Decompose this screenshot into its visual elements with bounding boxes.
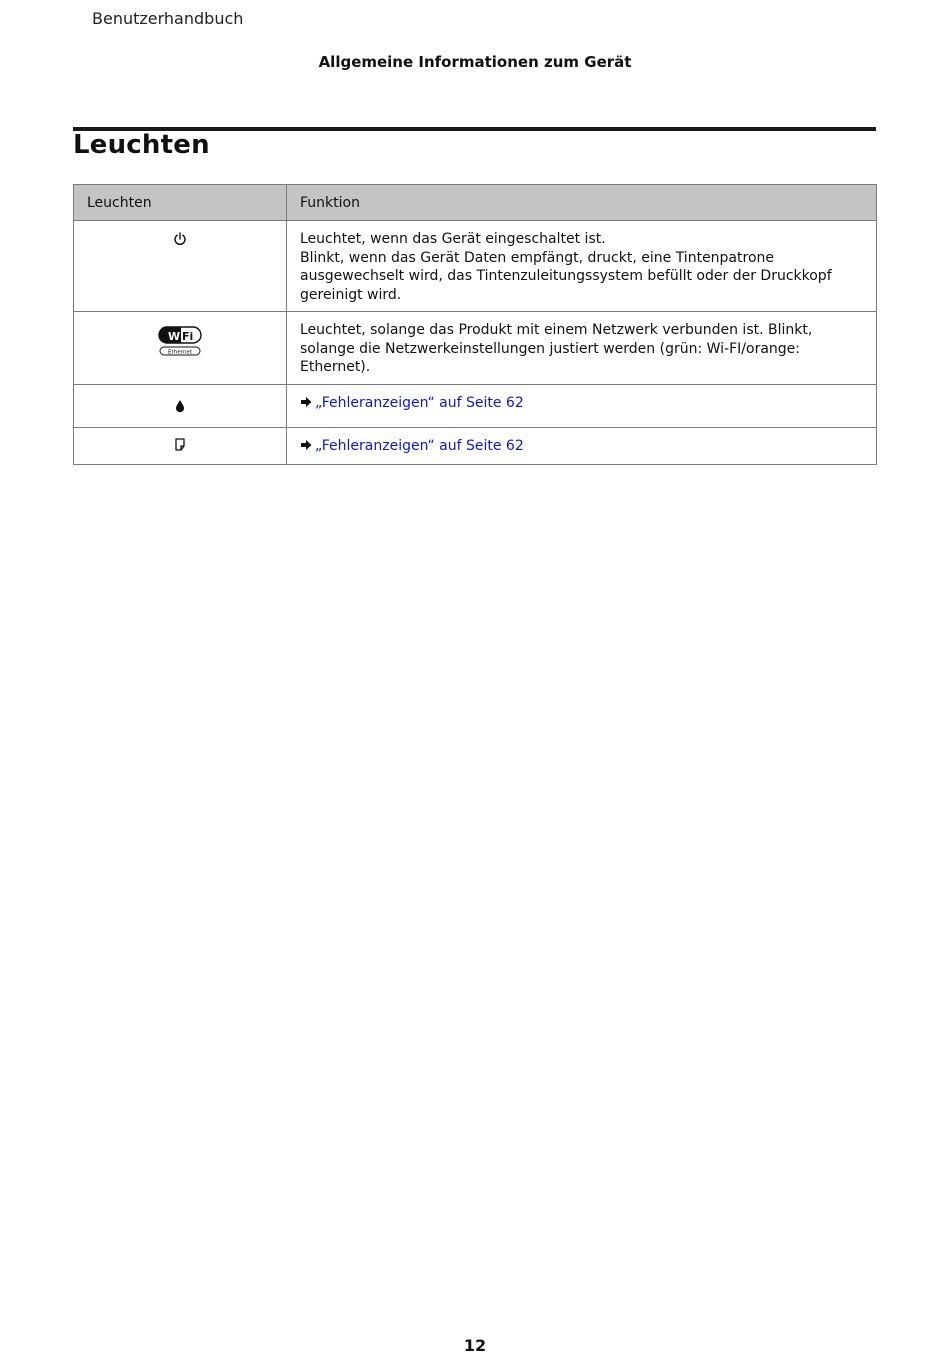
function-text: Leuchtet, solange das Produkt mit einem Netzwerk verbunden ist. Blinkt, solange die Netzwerkeinstellungen justiert werden (grün: Wi-FI/orange: Ethernet). bbox=[300, 322, 813, 375]
power-icon bbox=[173, 232, 187, 250]
ink-drop-icon bbox=[175, 399, 185, 417]
wifi-icon-label-fi: Fi bbox=[182, 330, 194, 343]
light-function-cell bbox=[287, 312, 877, 385]
lights-table bbox=[73, 184, 877, 465]
column-header-function: Funktion bbox=[287, 185, 877, 221]
cross-reference-link[interactable]: „Fehleranzeigen“ auf Seite 62 bbox=[315, 394, 524, 411]
light-icon-cell bbox=[74, 427, 287, 464]
cross-reference-link[interactable]: „Fehleranzeigen“ auf Seite 62 bbox=[315, 437, 524, 454]
wifi-ethernet-icon bbox=[158, 326, 202, 360]
running-header: Benutzerhandbuch bbox=[92, 9, 244, 28]
table-row bbox=[74, 427, 877, 464]
page-number: 12 bbox=[463, 1336, 487, 1355]
light-function-cell bbox=[287, 221, 877, 312]
column-header-lights: Leuchten bbox=[74, 185, 287, 221]
light-icon-cell bbox=[74, 312, 287, 385]
arrow-right-icon bbox=[300, 395, 312, 414]
table-row bbox=[74, 221, 877, 312]
function-text-line: Blinkt, wenn das Gerät Daten empfängt, druckt, eine Tintenpatrone ausgewechselt wird, das Tintenzuleitungssystem befüllt oder der Druckkopf gereinigt wird. bbox=[300, 249, 832, 303]
light-icon-cell bbox=[74, 384, 287, 427]
table-header-row bbox=[74, 185, 877, 221]
table-row bbox=[74, 384, 877, 427]
table-row bbox=[74, 312, 877, 385]
function-text-line: Leuchtet, wenn das Gerät eingeschaltet ist. bbox=[300, 231, 606, 247]
chapter-title: Allgemeine Informationen zum Gerät bbox=[318, 53, 632, 71]
arrow-right-icon bbox=[300, 438, 312, 457]
paper-icon bbox=[175, 438, 185, 455]
light-icon-cell bbox=[74, 221, 287, 312]
light-function-cell bbox=[287, 384, 877, 427]
ethernet-icon-label: Ethernet bbox=[167, 349, 193, 356]
light-function-cell bbox=[287, 427, 877, 464]
section-title: Leuchten bbox=[73, 130, 210, 160]
wifi-icon-label-wi: Wi bbox=[168, 330, 184, 343]
